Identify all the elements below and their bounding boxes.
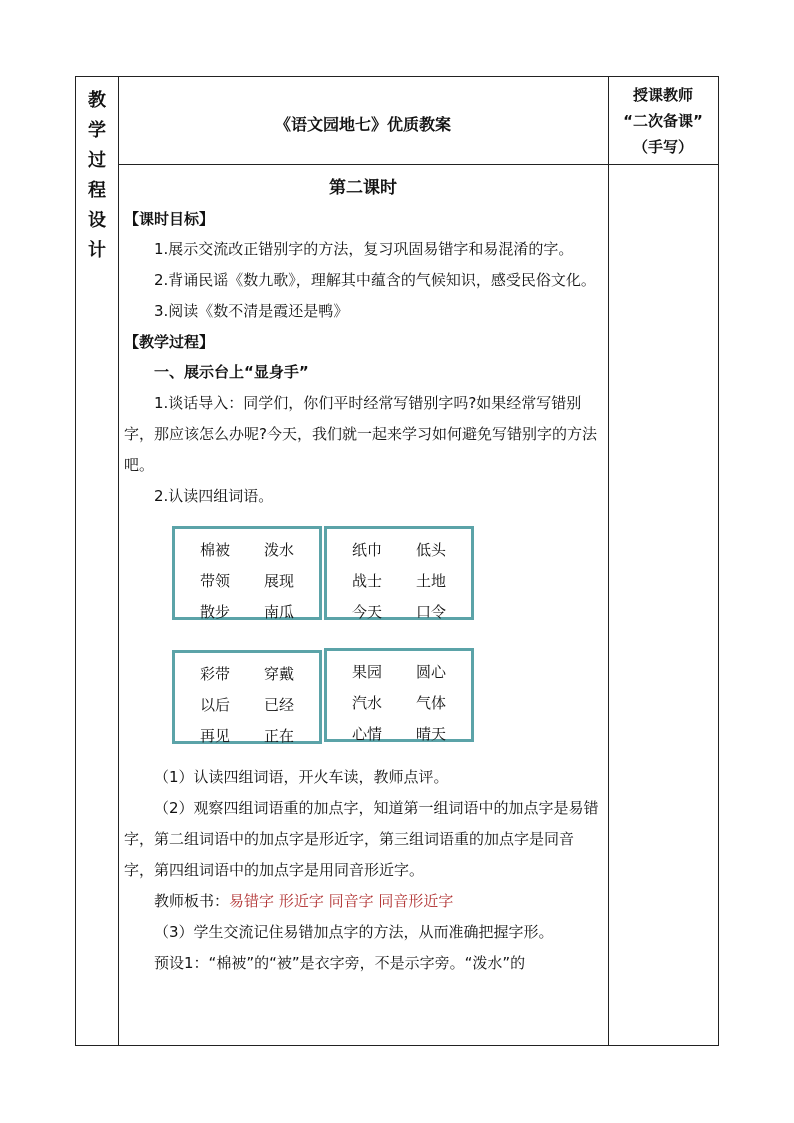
lesson-content: [124, 172, 602, 979]
word: 汽水: [351, 694, 382, 712]
label-column-divider: [118, 76, 119, 1046]
step2-text: 2.认读四组词语。: [154, 487, 274, 505]
side-label-char: 过: [88, 150, 106, 171]
word: 圆心: [415, 663, 446, 681]
item-3: （3）学生交流记住易错加点字的方法，从而准确把握字形。: [154, 923, 554, 941]
notes-column-header: [608, 82, 718, 160]
document-title: 《语文园地七》优质教案: [274, 115, 451, 134]
side-label-char: 设: [88, 210, 106, 231]
word-group-4: [324, 648, 474, 742]
word: 穿戴: [263, 665, 294, 683]
board-item: 同音字: [328, 892, 374, 910]
notes-column-divider: [608, 76, 609, 1046]
board-label: 教师板书：: [154, 892, 230, 910]
side-label-char: 教: [88, 90, 106, 111]
word: 果园: [351, 663, 382, 681]
board-item: 同音形近字: [378, 892, 454, 910]
notes-header-line: 授课教师: [632, 86, 693, 104]
word: 心情: [351, 725, 382, 743]
side-label-char: 学: [88, 120, 106, 141]
notes-header-line: “二次备课”: [623, 112, 703, 130]
header-divider: [118, 164, 719, 165]
word: 带领: [199, 572, 230, 590]
word: 土地: [415, 572, 446, 590]
side-label-char: 计: [88, 240, 106, 261]
item-1: （1）认读四组词语，开火车读，教师点评。: [154, 768, 449, 786]
word: 气体: [415, 694, 446, 712]
word: 已经: [263, 696, 294, 714]
table-right-border: [718, 76, 719, 1046]
goal-item: 3.阅读《数不清是霞还是鸭》: [154, 302, 349, 320]
goals-heading: 【课时目标】: [124, 210, 215, 228]
word: 棉被: [199, 541, 230, 559]
side-label-char: 程: [88, 180, 106, 201]
board-notes: [124, 886, 602, 917]
goal-item: 1.展示交流改正错别字的方法，复习巩固易错字和易混淆的字。: [154, 240, 574, 258]
word: 纸巾: [351, 541, 382, 559]
board-item: 易错字: [229, 892, 275, 910]
word: 展现: [263, 572, 294, 590]
word: 口令: [415, 603, 446, 621]
process-heading: 【教学过程】: [124, 333, 215, 351]
item-2: （2）观察四组词语重的加点字，知道第一组词语中的加点字是易错字，第二组词语中的加点字是形近字，第三组词语重的加点字是同音字，第四组词语中的加点字是用同音形近字。: [124, 799, 599, 879]
word: 南瓜: [263, 603, 294, 621]
part1-title: 一、展示台上“显身手”: [154, 363, 309, 381]
word-group-1: [172, 526, 322, 620]
word: 泼水: [263, 541, 294, 559]
word: 散步: [199, 603, 230, 621]
table-bottom-border: [75, 1045, 719, 1046]
word-group-3: [172, 650, 322, 744]
word: 战士: [351, 572, 382, 590]
notes-header-line: （手写）: [632, 138, 693, 156]
word-group-2: [324, 526, 474, 620]
table-top-border: [75, 76, 719, 77]
side-label-teaching-process: [76, 86, 118, 266]
word: 再见: [199, 727, 230, 745]
lesson-title: 第二课时: [329, 178, 397, 198]
word: 晴天: [415, 725, 446, 743]
board-item: 形近字: [278, 892, 324, 910]
goal-item: 2.背诵民谣《数九歌》，理解其中蕴含的气候知识，感受民俗文化。: [154, 271, 596, 289]
word: 以后: [199, 696, 230, 714]
preset-1: 预设1：“棉被”的“被”是衣字旁，不是示字旁。“泼水”的: [154, 954, 526, 972]
word: 正在: [263, 727, 294, 745]
word: 今天: [351, 603, 382, 621]
word: 彩带: [199, 665, 230, 683]
word-groups: [124, 512, 602, 762]
word: 低头: [415, 541, 446, 559]
intro-paragraph: 1.谈话导入：同学们，你们平时经常写错别字吗?如果经常写错别字，那应该怎么办呢?今天，我们就一起来学习如何避免写错别字的方法吧。: [124, 394, 597, 474]
